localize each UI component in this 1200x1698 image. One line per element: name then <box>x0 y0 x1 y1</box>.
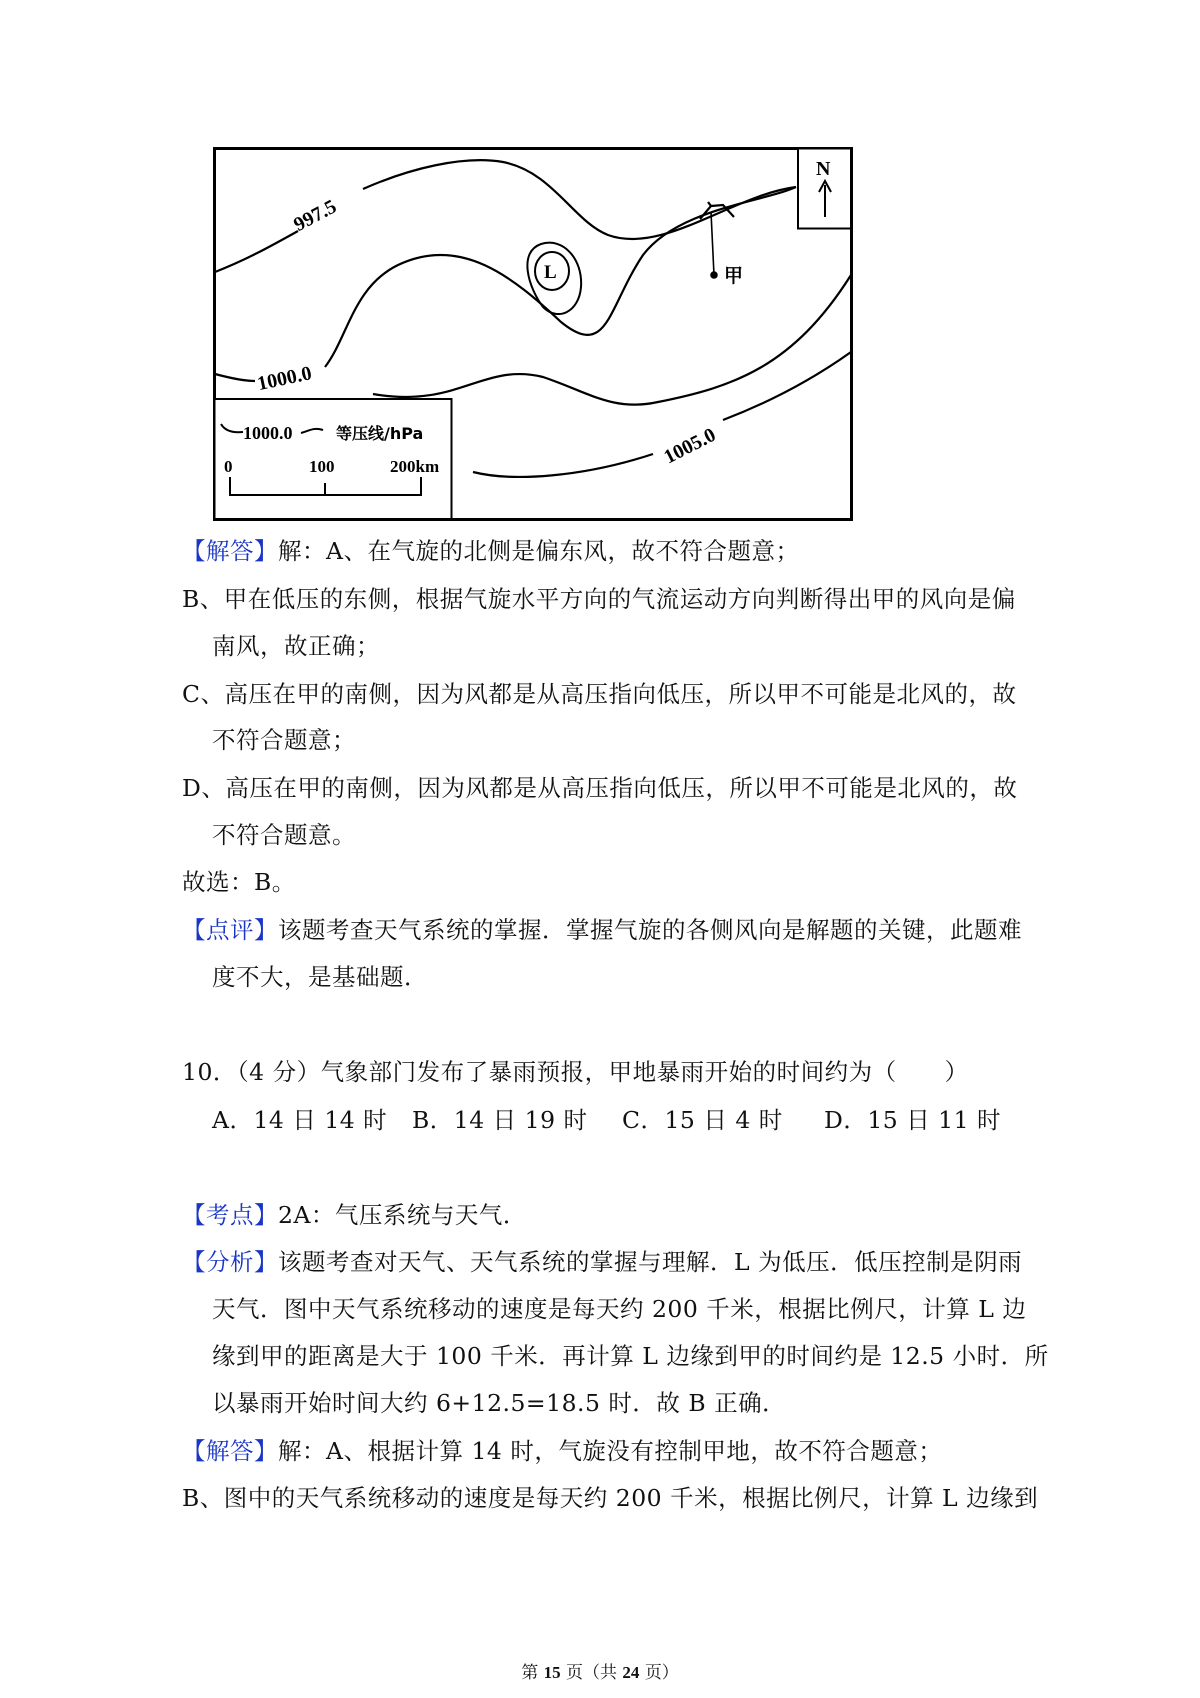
answer10-tag: 【解答】 <box>182 1437 278 1465</box>
analysis10-tag: 【分析】 <box>182 1248 278 1276</box>
answer9-line-2: B、甲在低压的东侧，根据气旋水平方向的气流运动方向判断得出甲的风向是偏 <box>182 585 1016 613</box>
answer9-line-1 <box>182 535 799 567</box>
scale-tick-100: 100 <box>309 457 335 476</box>
analysis10-text-1: 该题考查对天气、天气系统的掌握与理解．L 为低压．低压控制是阴雨 <box>278 1248 1023 1276</box>
contour-label-997-5: 997.5 <box>290 195 341 237</box>
isobar-map <box>213 147 853 521</box>
option-a: A．14 日 14 时 <box>212 1106 388 1134</box>
answer9-line-4: C、高压在甲的南侧，因为风都是从高压指向低压，所以甲不可能是北风的，故 <box>182 680 1017 708</box>
answer9-line-7: 不符合题意。 <box>212 821 356 849</box>
answer9-line-3: 南风，故正确； <box>212 632 380 660</box>
footer-middle: 页（共 <box>566 1663 617 1683</box>
option-d: D．15 日 11 时 <box>824 1106 1002 1134</box>
answer9-line-5: 不符合题意； <box>212 726 356 754</box>
footer-prefix: 第 <box>521 1663 539 1683</box>
jia-label: 甲 <box>724 265 744 287</box>
jia-point-icon <box>710 271 718 279</box>
contour-label-1005: 1005.0 <box>660 423 720 469</box>
footer-suffix: 页） <box>644 1663 679 1683</box>
kaodian10-line <box>182 1199 527 1231</box>
legend-isobar-value: 1000.0 <box>243 423 293 443</box>
answer10-text-1: 解：A、根据计算 14 时，气旋没有控制甲地，故不符合题意； <box>278 1437 943 1465</box>
north-label: N <box>816 158 831 180</box>
answer9-text-1: 解：A、在气旋的北侧是偏东风，故不符合题意； <box>278 537 800 565</box>
comment9-line-2: 度不大，是基础题． <box>212 963 428 991</box>
kaodian10-text: 2A：气压系统与天气． <box>278 1201 527 1229</box>
footer-total-pages: 24 <box>622 1663 640 1682</box>
analysis10-line-1 <box>182 1246 1022 1278</box>
scale-tick-200: 200km <box>390 457 440 476</box>
comment9-tag: 【点评】 <box>182 916 278 944</box>
scale-tick-0: 0 <box>224 457 233 476</box>
analysis10-line-3: 缘到甲的距离是大于 100 千米．再计算 L 边缘到甲的时间约是 12.5 小时．所 <box>212 1342 1049 1370</box>
question10-options <box>212 1104 1001 1136</box>
answer9-line-6: D、高压在甲的南侧，因为风都是从高压指向低压，所以甲不可能是北风的，故 <box>182 774 1018 802</box>
comment9-text-1: 该题考查天气系统的掌握．掌握气旋的各侧风向是解题的关键，此题难 <box>278 916 1022 944</box>
analysis10-line-2: 天气．图中天气系统移动的速度是每天约 200 千米，根据比例尺，计算 L 边 <box>212 1295 1027 1323</box>
question10-stem: 10．（4 分）气象部门发布了暴雨预报，甲地暴雨开始的时间约为（ ） <box>182 1058 969 1086</box>
answer10-line-2: B、图中的天气系统移动的速度是每天约 200 千米，根据比例尺，计算 L 边缘到 <box>182 1484 1039 1512</box>
option-c: C．15 日 4 时 <box>622 1106 783 1134</box>
legend-isobar-text: 等压线/hPa <box>336 424 424 443</box>
option-b: B．14 日 19 时 <box>412 1106 588 1134</box>
kaodian10-tag: 【考点】 <box>182 1201 278 1229</box>
contour-label-1000: 1000.0 <box>255 362 314 396</box>
answer9-tag: 【解答】 <box>182 537 278 565</box>
low-center-label: L <box>544 262 557 283</box>
footer-page-number: 15 <box>543 1663 561 1682</box>
page-footer <box>0 1658 1200 1683</box>
comment9-line-1 <box>182 914 1022 946</box>
answer10-line-1 <box>182 1435 942 1467</box>
analysis10-line-4: 以暴雨开始时间大约 6+12.5=18.5 时．故 B 正确． <box>212 1389 787 1417</box>
answer9-line-8: 故选：B。 <box>182 868 296 896</box>
